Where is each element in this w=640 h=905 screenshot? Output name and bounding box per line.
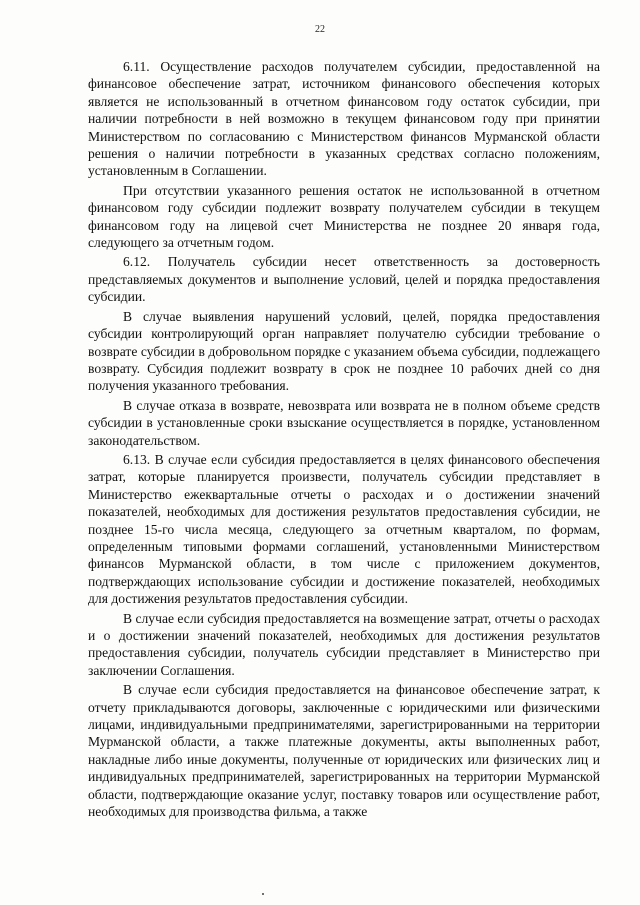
paragraph-6-11: 6.11. Осуществление расходов получателем субсидии, предоставленной на финансовое обеспечение затрат, источником финансового обеспечения которых является не использованный в отчетном финансовом году остаток субсидии, при наличии потребности в ней возможно в текущем финансовом году при принятии Министерством по согласованию с Министерством финансов Мурманской области решения о наличии потребности в указанных средствах согласно положениям, установленным в Соглашении. bbox=[88, 59, 600, 179]
paragraph-6-13: 6.13. В случае если субсидия предоставляется в целях финансового обеспечения затрат, которые планируется произвести, получатель субсидии представляет в Министерство ежеквартальные отчеты о расходах и о достижении значений показателей, необходимых для достижения результатов предоставления субсидии, не позднее 15-го числа месяца, следующего за отчетным кварталом, по формам, определенным типовыми формами соглашений, установленными Министерством финансов Мурманской области, в том числе с приложением документов, подтверждающих использование субсидии и достижение показателей, необходимых для достижения результатов предоставления субсидии. bbox=[88, 451, 600, 607]
paragraph-violations: В случае выявления нарушений условий, целей, порядка предоставления субсидии контролирующий орган направляет получателю субсидии требование о возврате субсидии в добровольном порядке с указанием объема субсидии, подлежащего возврату. Субсидия подлежит возврату в срок не позднее 10 рабочих дней со дня получения указанного требования. bbox=[88, 308, 600, 394]
paragraph-financial-support: В случае если субсидия предоставляется на финансовое обеспечение затрат, к отчету прикладываются договоры, заключенные с юридическими или физическими лицами, индивидуальными предпринимателями, зарегистрированными на территории Мурманской области, а также платежные документы, акты выполненных работ, накладные либо иные документы, полученные от юридических или физических лиц и индивидуальных предпринимателей, зарегистрированных на территории Мурманской области, подтверждающие оказание услуг, поставку товаров или осуществление работ, необходимых для производства фильма, а также bbox=[88, 682, 600, 820]
paragraph-refusal: В случае отказа в возврате, невозврата или возврата не в полном объеме средств субсидии в установленные сроки взыскание осуществляется в порядке, установленном законодательством. bbox=[88, 397, 600, 448]
page-number: 22 bbox=[315, 24, 325, 35]
paragraph-reimbursement: В случае если субсидия предоставляется на возмещение затрат, отчеты о расходах и о достижении значений показателей, необходимых для достижения результатов предоставления субсидии, получатель субсидии представляет в Министерство при заключении Соглашения. bbox=[88, 610, 600, 678]
document-body bbox=[88, 58, 600, 822]
paragraph-6-12: 6.12. Получатель субсидии несет ответственность за достоверность представляемых документов и выполнение условий, целей и порядка предоставления субсидии. bbox=[88, 254, 600, 305]
scan-speck bbox=[262, 893, 264, 895]
paragraph-no-decision: При отсутствии указанного решения остаток не использованной в отчетном финансовом году субсидии подлежит возврату получателем субсидии в текущем финансовом году на лицевой счет Министерства не позднее 20 января года, следующего за отчетным годом. bbox=[88, 182, 600, 251]
